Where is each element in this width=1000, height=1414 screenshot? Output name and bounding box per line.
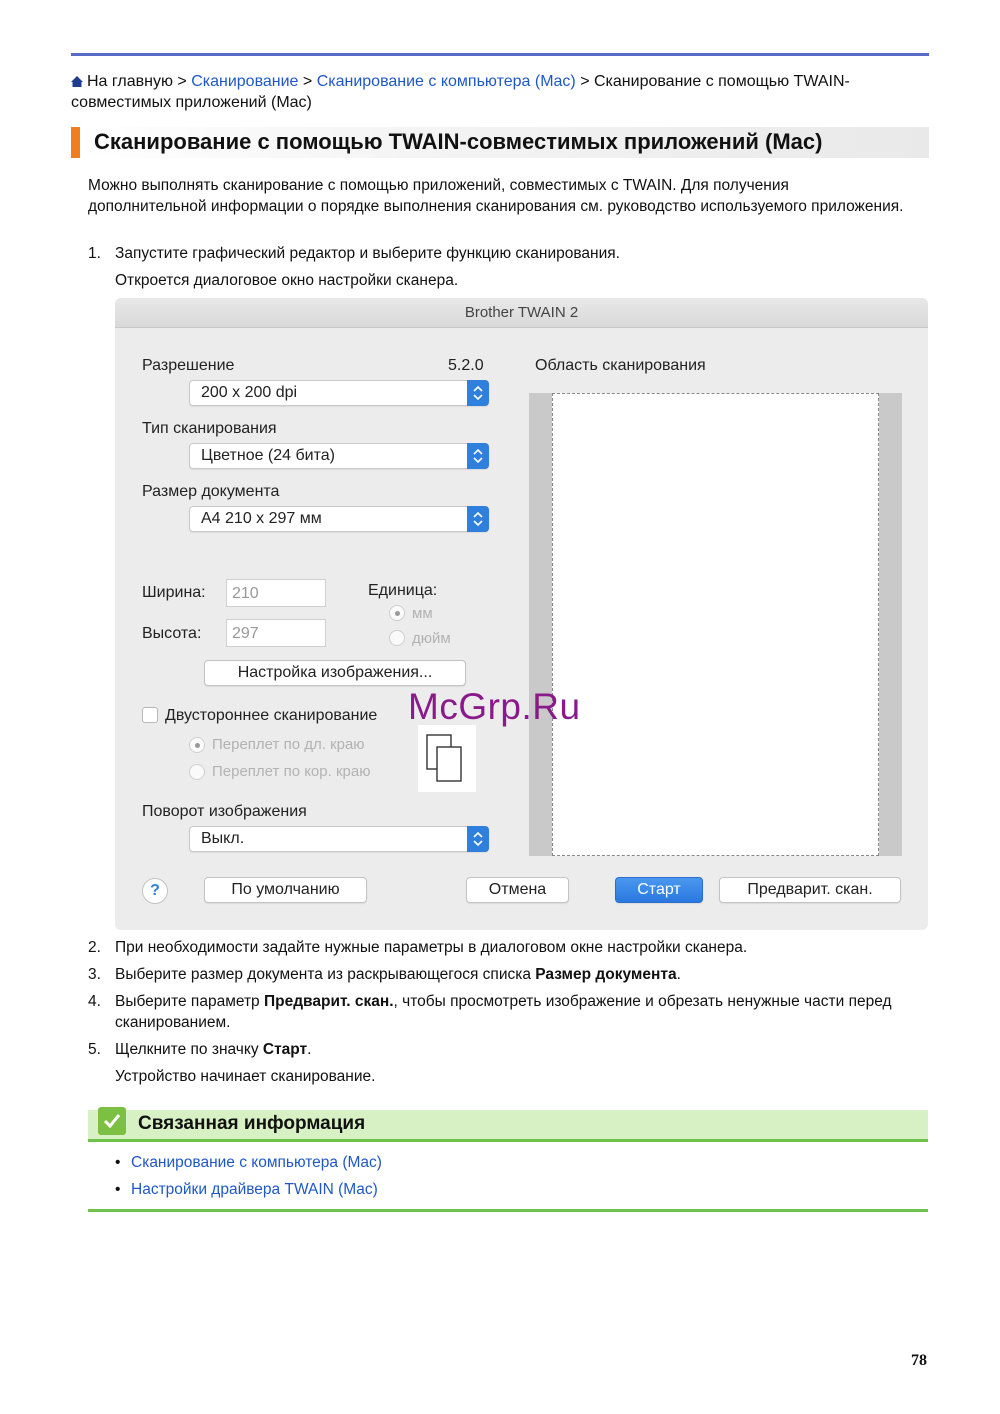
step-text-post: .	[307, 1041, 312, 1058]
step-number: 1.	[88, 245, 101, 262]
unit-label: Единица:	[368, 582, 438, 599]
breadcrumb-current: Сканирование с помощью TWAIN-совместимых приложений (Mac)	[71, 73, 850, 111]
version-label: 5.2.0	[448, 357, 484, 374]
breadcrumb-scan-from-computer-link[interactable]: Сканирование с компьютера (Mac)	[316, 73, 576, 90]
step-number: 5.	[88, 1041, 101, 1058]
page-title: Сканирование с помощью TWAIN-совместимых приложений (Mac)	[94, 129, 823, 154]
bullet: •	[115, 1154, 121, 1171]
twain-dialog	[115, 298, 928, 930]
step-text	[115, 991, 915, 1033]
breadcrumb-scanning-link[interactable]: Сканирование	[191, 73, 299, 90]
rotation-value: Выкл.	[201, 830, 245, 847]
select-arrows-icon	[467, 506, 489, 532]
title-accent	[71, 127, 80, 158]
step-text-pre: Щелкните по значку	[115, 1041, 263, 1058]
breadcrumb-separator: >	[575, 73, 594, 90]
step-text-pre: Выберите размер документа из раскрывающегося списка	[115, 966, 536, 983]
scan-area-paper[interactable]	[552, 393, 879, 856]
title-bar	[71, 127, 929, 158]
related-info-header	[88, 1110, 928, 1142]
breadcrumb-separator: >	[172, 73, 192, 90]
width-label: Ширина:	[142, 584, 206, 601]
step-text: При необходимости задайте нужные параметры в диалоговом окне настройки сканера.	[115, 939, 748, 956]
duplex-checkbox[interactable]	[142, 707, 158, 723]
step-text-bold: Старт	[262, 1041, 308, 1058]
width-value: 210	[232, 585, 259, 602]
related-info-title: Связанная информация	[138, 1113, 366, 1134]
image-settings-button[interactable]: Настройка изображения...	[204, 660, 466, 686]
duplex-pages-icon	[418, 725, 476, 792]
home-icon[interactable]	[71, 76, 83, 87]
height-input[interactable]	[226, 619, 326, 647]
step-text-bold: Предварит. скан.	[263, 993, 394, 1010]
bind-short-label: Переплет по кор. краю	[212, 763, 371, 780]
default-button[interactable]: По умолчанию	[204, 877, 367, 903]
page-number: 78	[911, 1352, 927, 1369]
unit-mm-label: мм	[412, 605, 433, 622]
breadcrumb-home[interactable]: На главную	[87, 73, 173, 90]
select-arrows-icon	[467, 380, 489, 406]
rotation-select[interactable]	[189, 826, 489, 852]
height-label: Высота:	[142, 625, 202, 642]
step-text: Запустите графический редактор и выберите функцию сканирования.	[115, 245, 620, 262]
select-arrows-icon	[467, 443, 489, 469]
bottom-rule	[88, 1209, 928, 1212]
dialog-titlebar: Brother TWAIN 2	[115, 298, 928, 328]
doc-size-value: A4 210 x 297 мм	[201, 510, 322, 527]
preview-button[interactable]: Предварит. скан.	[719, 877, 901, 903]
step-1-note: Откроется диалоговое окно настройки сканера.	[115, 272, 459, 289]
step-number: 4.	[88, 993, 101, 1010]
bind-long-label: Переплет по дл. краю	[212, 736, 365, 753]
select-arrows-icon	[467, 826, 489, 852]
unit-mm-radio[interactable]	[389, 605, 405, 621]
cancel-button[interactable]: Отмена	[466, 877, 569, 903]
height-value: 297	[232, 625, 259, 642]
checkmark-icon	[98, 1107, 126, 1135]
step-number: 2.	[88, 939, 101, 956]
scan-type-select[interactable]	[189, 443, 489, 469]
step-number: 3.	[88, 966, 101, 983]
top-rule	[71, 53, 929, 56]
resolution-label: Разрешение	[142, 357, 235, 374]
step-5-note: Устройство начинает сканирование.	[115, 1068, 376, 1085]
scan-type-value: Цветное (24 бита)	[201, 447, 335, 464]
resolution-select[interactable]	[189, 380, 489, 406]
step-text-post: .	[676, 966, 681, 983]
unit-inch-radio[interactable]	[389, 630, 405, 646]
step-text-pre: Выберите параметр	[115, 993, 264, 1010]
width-input[interactable]	[226, 579, 326, 607]
bind-long-radio[interactable]	[189, 737, 205, 753]
help-button[interactable]: ?	[142, 878, 168, 904]
bind-short-radio[interactable]	[189, 764, 205, 780]
doc-size-label: Размер документа	[142, 483, 280, 500]
scan-area[interactable]	[529, 393, 902, 856]
step-text-post: , чтобы просмотреть изображение и обрезать ненужные части перед сканированием.	[115, 993, 892, 1031]
related-link-scan-from-computer[interactable]: Сканирование с компьютера (Mac)	[131, 1154, 382, 1171]
duplex-label: Двустороннее сканирование	[165, 707, 378, 724]
step-text	[115, 964, 915, 985]
unit-inch-label: дюйм	[412, 630, 451, 647]
watermark: McGrp.Ru	[408, 686, 581, 727]
rotation-label: Поворот изображения	[142, 803, 307, 820]
breadcrumb-separator: >	[298, 73, 317, 90]
bullet: •	[115, 1181, 121, 1198]
step-text-bold: Размер документа	[535, 966, 677, 983]
step-text	[115, 1039, 915, 1060]
breadcrumb	[71, 71, 931, 113]
scan-type-label: Тип сканирования	[142, 420, 277, 437]
intro-paragraph: Можно выполнять сканирование с помощью приложений, совместимых с TWAIN. Для получения дополнительной информации о порядке выполнения сканирования см. руководство используемого приложения.	[88, 177, 904, 215]
related-link-twain-driver-settings[interactable]: Настройки драйвера TWAIN (Mac)	[131, 1181, 378, 1198]
resolution-value: 200 x 200 dpi	[201, 384, 298, 401]
doc-size-select[interactable]	[189, 506, 489, 532]
start-button[interactable]: Старт	[615, 877, 703, 903]
scan-area-label: Область сканирования	[535, 357, 706, 374]
